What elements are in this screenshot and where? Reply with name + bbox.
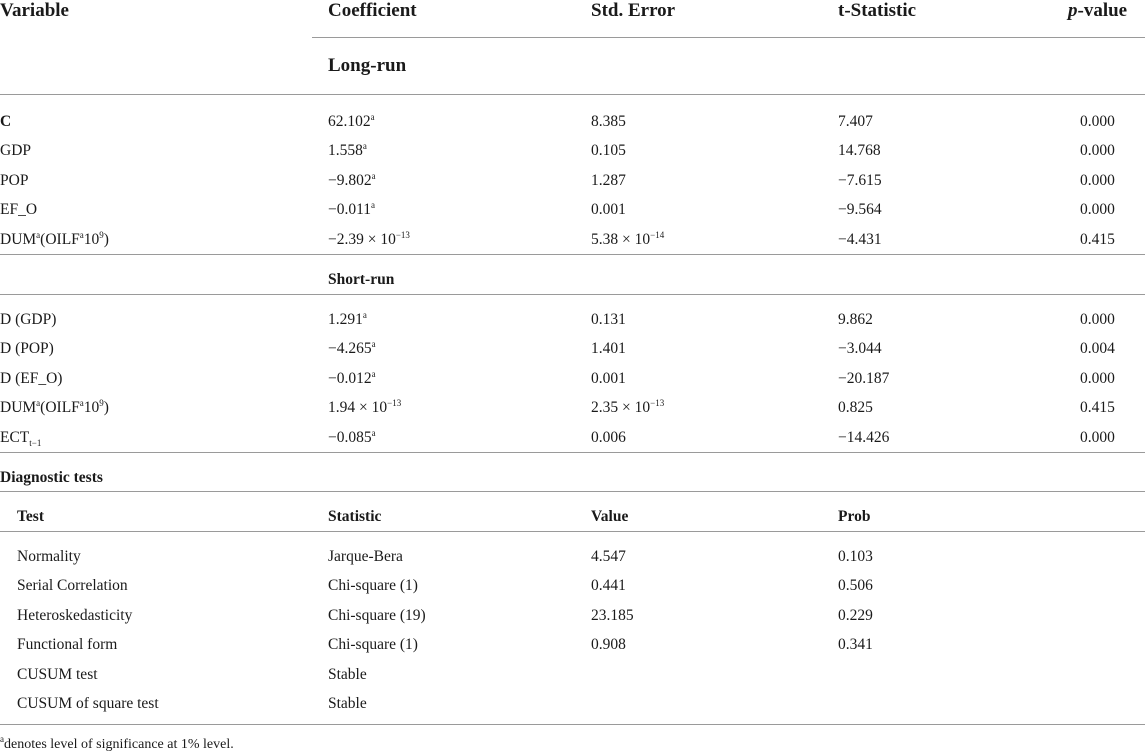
var-sup: a bbox=[79, 230, 84, 240]
row-var: EF_O bbox=[0, 201, 38, 218]
row-se: 1.287 bbox=[591, 172, 626, 189]
diag-value: 0.908 bbox=[591, 636, 626, 653]
row-p: 0.000 bbox=[1080, 370, 1115, 387]
row-se: 0.131 bbox=[591, 311, 626, 328]
coef-value: −0.012 bbox=[328, 370, 372, 387]
sig-marker: a bbox=[371, 428, 376, 438]
divider bbox=[0, 254, 1145, 255]
row-p: 0.415 bbox=[1080, 231, 1115, 248]
row-t: −20.187 bbox=[838, 370, 890, 387]
diag-prob: 0.341 bbox=[838, 636, 873, 653]
footnote-marker: a bbox=[0, 734, 4, 744]
diag-header-value: Value bbox=[591, 508, 629, 525]
diag-prob: 0.506 bbox=[838, 577, 873, 594]
diag-test: Heteroskedasticity bbox=[17, 607, 133, 624]
row-coef bbox=[328, 231, 410, 249]
row-t: −14.426 bbox=[838, 429, 890, 446]
row-se: 8.385 bbox=[591, 113, 626, 130]
exponent: −13 bbox=[650, 398, 665, 408]
row-var: POP bbox=[0, 172, 29, 189]
header-p-letter: p bbox=[1068, 0, 1078, 21]
var-part: 10 bbox=[83, 399, 100, 416]
divider bbox=[0, 294, 1145, 295]
row-t: −4.431 bbox=[838, 231, 882, 248]
row-t: −7.615 bbox=[838, 172, 882, 189]
sig-marker: a bbox=[371, 339, 376, 349]
section-title-short-run: Short-run bbox=[328, 271, 395, 288]
row-var: GDP bbox=[0, 142, 32, 159]
row-p: 0.000 bbox=[1080, 201, 1115, 218]
coef-value: −9.802 bbox=[328, 172, 372, 189]
var-part: ) bbox=[103, 231, 109, 248]
coef-value: 1.94 × 10 bbox=[328, 399, 388, 416]
var-part: (OILF bbox=[40, 399, 80, 416]
coef-value: −4.265 bbox=[328, 340, 372, 357]
divider bbox=[0, 724, 1145, 725]
var-part: (OILF bbox=[40, 231, 80, 248]
row-t: 14.768 bbox=[838, 142, 881, 159]
row-p: 0.000 bbox=[1080, 142, 1115, 159]
diag-statistic: Stable bbox=[328, 695, 367, 712]
se-value: 2.35 × 10 bbox=[591, 399, 651, 416]
diag-statistic: Stable bbox=[328, 666, 367, 683]
diag-test: Functional form bbox=[17, 636, 118, 653]
diag-header-test: Test bbox=[17, 508, 44, 525]
exponent: −13 bbox=[387, 398, 402, 408]
var-part: ECT bbox=[0, 429, 30, 446]
row-se bbox=[591, 399, 664, 417]
row-t: 7.407 bbox=[838, 113, 873, 130]
row-t: 9.862 bbox=[838, 311, 873, 328]
diag-statistic: Jarque-Bera bbox=[328, 548, 403, 565]
diag-test: Serial Correlation bbox=[17, 577, 128, 594]
header-std-error: Std. Error bbox=[591, 0, 676, 21]
header-p-value bbox=[1068, 0, 1127, 22]
coef-value: 62.102 bbox=[328, 113, 371, 130]
var-sup: a bbox=[36, 398, 41, 408]
var-part: DUM bbox=[0, 399, 37, 416]
coef-value: 1.558 bbox=[328, 142, 363, 159]
row-var bbox=[0, 399, 109, 417]
divider bbox=[0, 531, 1145, 532]
row-coef bbox=[328, 340, 376, 358]
sig-marker: a bbox=[371, 200, 376, 210]
row-p: 0.000 bbox=[1080, 311, 1115, 328]
row-var bbox=[0, 429, 41, 447]
diag-statistic: Chi-square (1) bbox=[328, 577, 418, 594]
divider bbox=[0, 94, 1145, 95]
sig-marker: a bbox=[370, 112, 375, 122]
row-coef bbox=[328, 172, 376, 190]
row-coef bbox=[328, 370, 376, 388]
row-se: 0.105 bbox=[591, 142, 626, 159]
divider bbox=[312, 37, 1145, 38]
sig-marker: a bbox=[362, 310, 367, 320]
row-var: D (POP) bbox=[0, 340, 54, 357]
header-coefficient: Coefficient bbox=[328, 0, 417, 21]
sig-marker: a bbox=[371, 171, 376, 181]
exponent: −13 bbox=[395, 230, 410, 240]
var-part: DUM bbox=[0, 231, 37, 248]
footnote bbox=[0, 734, 234, 753]
header-t-statistic: t-Statistic bbox=[838, 0, 917, 21]
diag-test: CUSUM test bbox=[17, 666, 98, 683]
row-var: D (GDP) bbox=[0, 311, 57, 328]
row-se: 0.006 bbox=[591, 429, 626, 446]
row-coef bbox=[328, 142, 367, 160]
row-p: 0.415 bbox=[1080, 399, 1115, 416]
row-coef bbox=[328, 429, 376, 447]
diag-prob: 0.103 bbox=[838, 548, 873, 565]
header-variable: Variable bbox=[0, 0, 69, 21]
diag-value: 4.547 bbox=[591, 548, 626, 565]
sig-marker: a bbox=[371, 369, 376, 379]
coef-value: −0.011 bbox=[328, 201, 372, 218]
row-p: 0.000 bbox=[1080, 113, 1115, 130]
row-t: 0.825 bbox=[838, 399, 873, 416]
row-p: 0.000 bbox=[1080, 429, 1115, 446]
var-sup: a bbox=[79, 398, 84, 408]
diag-header-prob: Prob bbox=[838, 508, 871, 525]
diag-value: 23.185 bbox=[591, 607, 634, 624]
row-se: 0.001 bbox=[591, 201, 626, 218]
sig-marker: a bbox=[362, 141, 367, 151]
row-t: −9.564 bbox=[838, 201, 882, 218]
row-coef bbox=[328, 113, 375, 131]
row-coef bbox=[328, 399, 401, 417]
row-var bbox=[0, 231, 109, 249]
diag-test: CUSUM of square test bbox=[17, 695, 159, 712]
diag-header-statistic: Statistic bbox=[328, 508, 382, 525]
se-value: 5.38 × 10 bbox=[591, 231, 651, 248]
diag-prob: 0.229 bbox=[838, 607, 873, 624]
divider bbox=[0, 491, 1145, 492]
row-p: 0.000 bbox=[1080, 172, 1115, 189]
diag-test: Normality bbox=[17, 548, 81, 565]
var-sup: 9 bbox=[99, 398, 104, 408]
diag-statistic: Chi-square (19) bbox=[328, 607, 426, 624]
row-var: D (EF_O) bbox=[0, 370, 63, 387]
row-se: 1.401 bbox=[591, 340, 626, 357]
diag-statistic: Chi-square (1) bbox=[328, 636, 418, 653]
coef-value: −0.085 bbox=[328, 429, 372, 446]
var-sup: a bbox=[36, 230, 41, 240]
row-se: 0.001 bbox=[591, 370, 626, 387]
row-coef bbox=[328, 311, 367, 329]
coef-value: 1.291 bbox=[328, 311, 363, 328]
row-p: 0.004 bbox=[1080, 340, 1115, 357]
var-part: 10 bbox=[83, 231, 100, 248]
section-title-diagnostic: Diagnostic tests bbox=[0, 469, 103, 486]
exponent: −14 bbox=[650, 230, 665, 240]
row-var: C bbox=[0, 113, 12, 130]
row-se bbox=[591, 231, 664, 249]
coef-value: −2.39 × 10 bbox=[328, 231, 396, 248]
row-coef bbox=[328, 201, 375, 219]
divider bbox=[0, 452, 1145, 453]
section-title-long-run: Long-run bbox=[328, 55, 407, 76]
var-sup: 9 bbox=[99, 230, 104, 240]
header-p-suffix: -value bbox=[1077, 0, 1128, 21]
var-part: ) bbox=[103, 399, 109, 416]
diag-value: 0.441 bbox=[591, 577, 626, 594]
var-subscript: t−1 bbox=[29, 438, 42, 448]
row-t: −3.044 bbox=[838, 340, 882, 357]
footnote-text: denotes level of significance at 1% level. bbox=[4, 737, 234, 752]
